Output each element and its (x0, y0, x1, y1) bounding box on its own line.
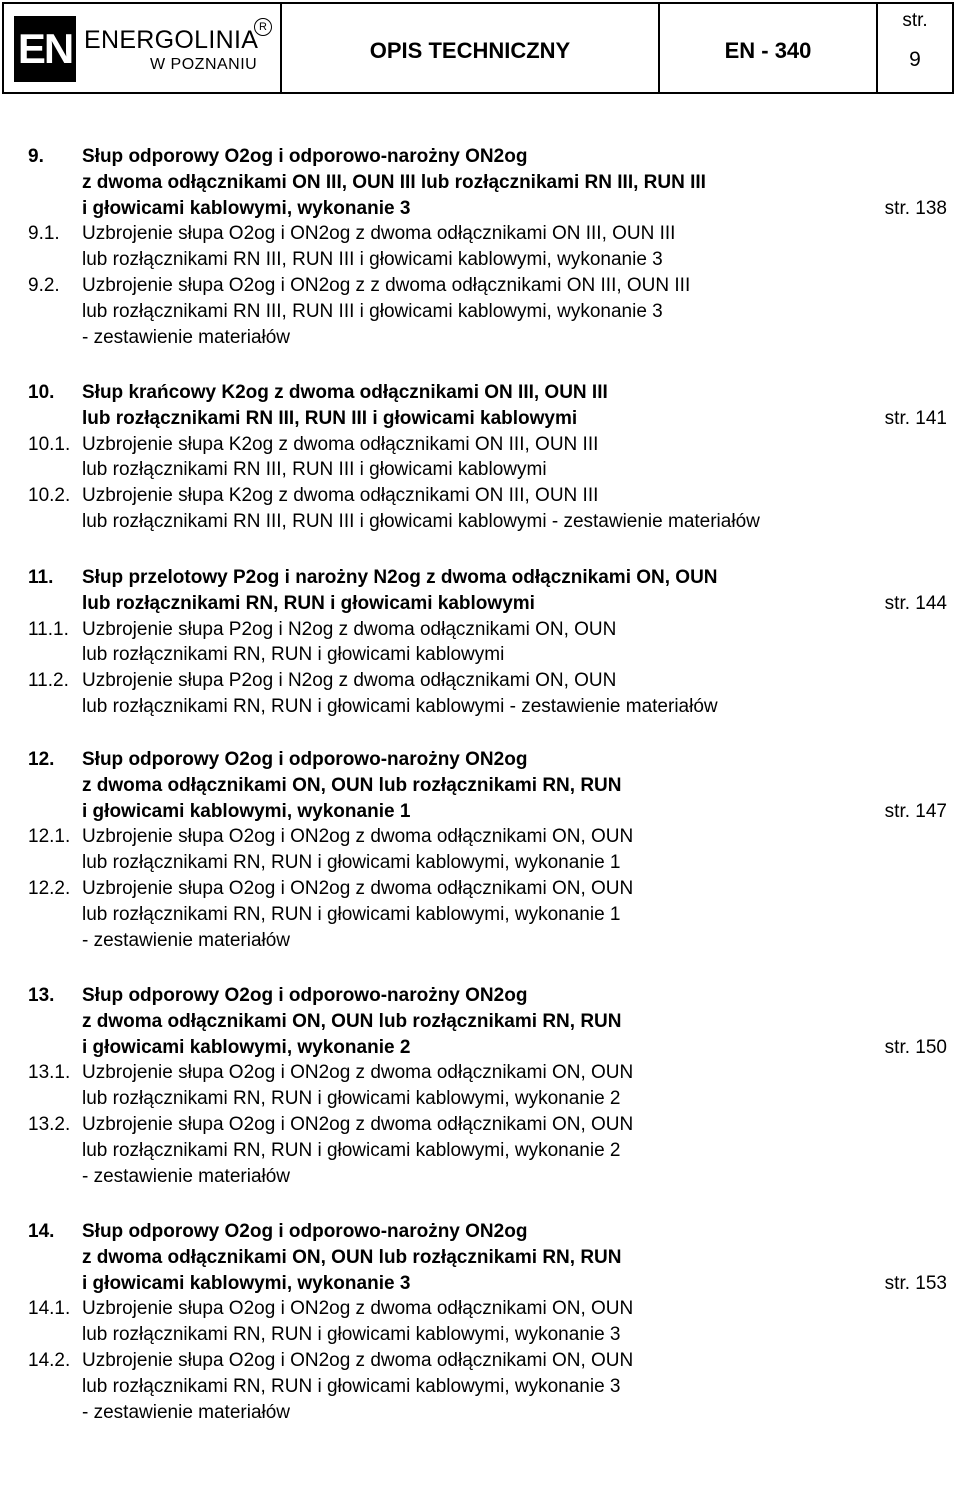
section-title-line: Słup odporowy O2og i odporowo-narożny ON2og (82, 985, 528, 1006)
subsection-text-line: lub rozłącznikami RN, RUN i głowicami kablowymi, wykonanie 1 (82, 903, 621, 925)
subsection-number: 13.1. (28, 1062, 71, 1084)
section-page-ref: str. 144 (884, 592, 947, 614)
section-title-line: i głowicami kablowymi, wykonanie 2 (82, 1036, 411, 1058)
doc-code: EN - 340 (724, 38, 812, 63)
subsection-text-line: Uzbrojenie słupa P2og i N2og z dwoma odłącznikami ON, OUN (82, 618, 617, 640)
doc-code-cell (660, 4, 878, 92)
subsection-text-line: lub rozłącznikami RN, RUN i głowicami kablowymi (82, 644, 505, 666)
subsection-number: 9.2. (28, 275, 60, 296)
subsection-number: 14.2. (28, 1350, 71, 1371)
section-number: 13. (28, 985, 55, 1006)
section-page-ref: str. 138 (884, 197, 947, 219)
section-title-line: Słup odporowy O2og i odporowo-narożny ON2og (82, 1221, 528, 1242)
subsection-number: 10.1. (28, 433, 71, 455)
subsection-text-line: Uzbrojenie słupa O2og i ON2og z z dwoma odłącznikami ON III, OUN III (82, 275, 691, 296)
section-title-line: i głowicami kablowymi, wykonanie 3 (82, 1272, 411, 1294)
section-title-line: z dwoma odłącznikami ON, OUN lub rozłącznikami RN, RUN (82, 1246, 622, 1268)
doc-title: OPIS TECHNICZNY (369, 38, 571, 63)
section-number: 11. (28, 567, 54, 588)
page-number-cell (878, 4, 952, 92)
subsection-number: 13.2. (28, 1114, 71, 1135)
subsection-number: 12.2. (28, 878, 71, 899)
subsection-text-line: - zestawienie materiałów (82, 1165, 291, 1187)
subsection-text-line: Uzbrojenie słupa K2og z dwoma odłącznikami ON III, OUN III (82, 485, 599, 507)
subsection-number: 12.1. (28, 826, 71, 848)
subsection-number: 9.1. (28, 223, 60, 245)
subsection-text-line: - zestawienie materiałów (82, 929, 291, 951)
subsection-text-line: lub rozłącznikami RN III, RUN III i głowicami kablowymi, wykonanie 3 (82, 249, 663, 271)
subsection-text-line: lub rozłącznikami RN, RUN i głowicami kablowymi, wykonanie 2 (82, 1088, 621, 1110)
subsection-text-line: Uzbrojenie słupa P2og i N2og z dwoma odłącznikami ON, OUN (82, 670, 617, 692)
company-logo-cell (4, 4, 282, 92)
subsection-text-line: Uzbrojenie słupa O2og i ON2og z dwoma odłącznikami ON, OUN (82, 1114, 634, 1135)
subsection-text-line: lub rozłącznikami RN III, RUN III i głowicami kablowymi, wykonanie 3 (82, 300, 663, 322)
subsection-number: 11.2. (28, 670, 69, 692)
subsection-text-line: Uzbrojenie słupa K2og z dwoma odłącznikami ON III, OUN III (82, 433, 599, 455)
company-logo-icon: EN (14, 16, 76, 82)
subsection-text-line: lub rozłącznikami RN III, RUN III i głowicami kablowymi - zestawienie materiałów (82, 511, 760, 532)
subsection-text-line: - zestawienie materiałów (82, 1401, 291, 1423)
section-title-line: z dwoma odłącznikami ON, OUN lub rozłącznikami RN, RUN (82, 1010, 622, 1032)
section-title-line: Słup odporowy O2og i odporowo-narożny ON2og (82, 146, 528, 167)
subsection-text-line: Uzbrojenie słupa O2og i ON2og z dwoma odłącznikami ON, OUN (82, 878, 634, 899)
section-number: 9. (28, 146, 44, 167)
section-title-line: Słup krańcowy K2og z dwoma odłącznikami ON III, OUN III (82, 382, 608, 403)
registered-mark-icon: R (254, 18, 272, 36)
section-title-line: z dwoma odłącznikami ON, OUN lub rozłącznikami RN, RUN (82, 774, 622, 796)
section-title-line: Słup przelotowy P2og i narożny N2og z dwoma odłącznikami ON, OUN (82, 567, 718, 588)
subsection-text-line: Uzbrojenie słupa O2og i ON2og z dwoma odłącznikami ON, OUN (82, 826, 634, 848)
section-page-ref: str. 153 (884, 1272, 947, 1294)
subsection-text-line: lub rozłącznikami RN, RUN i głowicami kablowymi, wykonanie 3 (82, 1324, 621, 1346)
subsection-text-line: Uzbrojenie słupa O2og i ON2og z dwoma odłącznikami ON III, OUN III (82, 223, 676, 245)
section-page-ref: str. 147 (884, 800, 947, 822)
section-title-line: z dwoma odłącznikami ON III, OUN III lub rozłącznikami RN III, RUN III (82, 171, 706, 193)
section-number: 12. (28, 749, 55, 770)
subsection-text-line: lub rozłącznikami RN, RUN i głowicami kablowymi, wykonanie 1 (82, 852, 621, 874)
subsection-text-line: Uzbrojenie słupa O2og i ON2og z dwoma odłącznikami ON, OUN (82, 1298, 634, 1320)
document-header (2, 2, 954, 94)
section-title-line: lub rozłącznikami RN III, RUN III i głowicami kablowymi (82, 407, 578, 429)
page-number: 9 (909, 48, 921, 71)
section-title-line: lub rozłącznikami RN, RUN i głowicami kablowymi (82, 592, 535, 614)
subsection-text-line: Uzbrojenie słupa O2og i ON2og z dwoma odłącznikami ON, OUN (82, 1350, 634, 1371)
section-page-ref: str. 150 (884, 1036, 947, 1058)
company-location: W POZNANIU (150, 56, 258, 73)
subsection-number: 11.1. (28, 618, 69, 640)
section-number: 10. (28, 382, 55, 403)
subsection-text-line: lub rozłącznikami RN, RUN i głowicami kablowymi - zestawienie materiałów (82, 696, 718, 717)
subsection-text-line: - zestawienie materiałów (82, 326, 291, 348)
section-number: 14. (28, 1221, 55, 1242)
page-label: str. (902, 10, 928, 31)
company-name: ENERGOLINIA (84, 26, 259, 54)
subsection-text-line: Uzbrojenie słupa O2og i ON2og z dwoma odłącznikami ON, OUN (82, 1062, 634, 1084)
section-title-line: i głowicami kablowymi, wykonanie 3 (82, 197, 411, 219)
doc-title-cell (282, 4, 660, 92)
section-title-line: Słup odporowy O2og i odporowo-narożny ON2og (82, 749, 528, 770)
section-page-ref: str. 141 (884, 407, 947, 429)
subsection-text-line: lub rozłącznikami RN, RUN i głowicami kablowymi, wykonanie 2 (82, 1139, 621, 1161)
section-title-line: i głowicami kablowymi, wykonanie 1 (82, 800, 411, 822)
subsection-text-line: lub rozłącznikami RN III, RUN III i głowicami kablowymi (82, 459, 547, 481)
subsection-number: 10.2. (28, 485, 71, 507)
subsection-text-line: lub rozłącznikami RN, RUN i głowicami kablowymi, wykonanie 3 (82, 1375, 621, 1397)
subsection-number: 14.1. (28, 1298, 71, 1320)
